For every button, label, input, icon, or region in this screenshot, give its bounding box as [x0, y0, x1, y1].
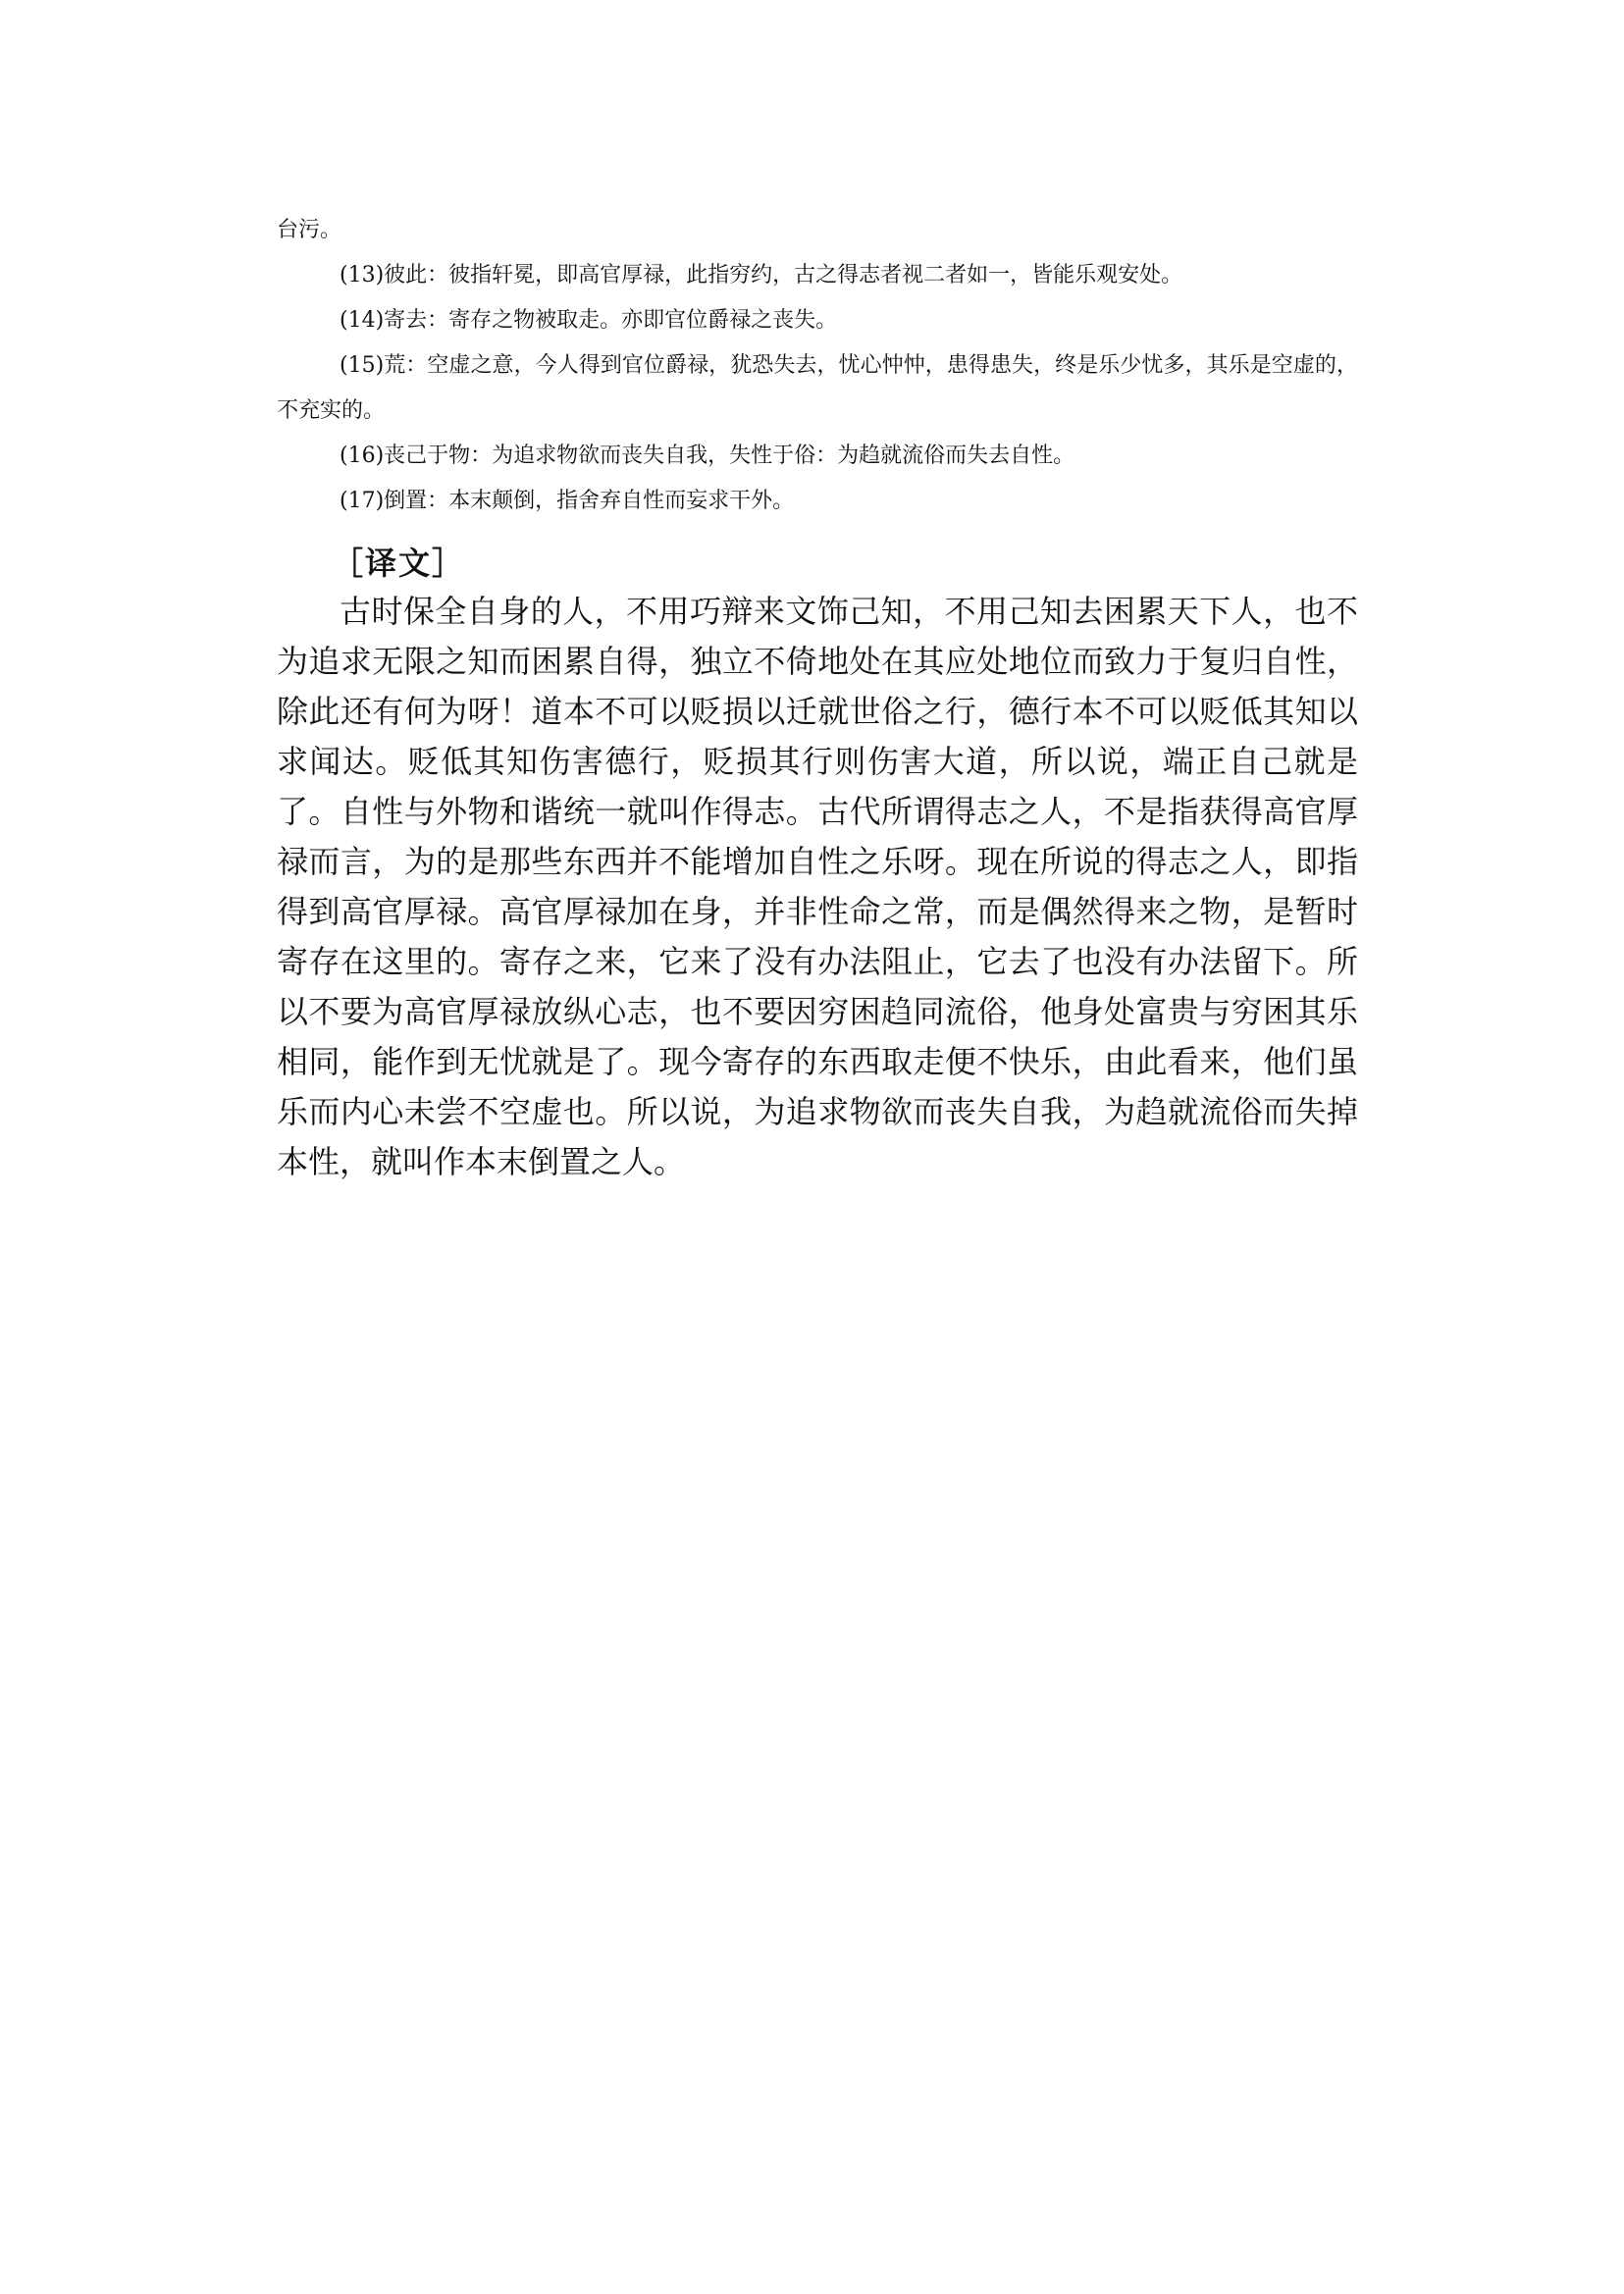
translation-heading: ［译文］ [332, 545, 466, 582]
footnote-17: (17)倒置：本末颠倒，指舍弃自性而妄求干外。 [340, 489, 795, 513]
footnote-14: (14)寄去：寄存之物被取走。亦即官位爵禄之丧失。 [340, 308, 838, 333]
translation-body: 古时保全自身的人，不用巧辩来文饰己知，不用己知去困累天下人，也不为追求无限之知而困累自得，独立不倚地处在其应处地位而致力于复归自性，除此还有何为呀！道本不可以贬损以迁就世俗之行，德行本不可以贬低其知以求闻达。贬低其知伤害德行，贬损其行则伤害大道，所以说，端正自己就是了。自性与外物和谐统一就叫作得志。古代所谓得志之人，不是指获得高官厚禄而言，为的是那些东西并不能增加自性之乐呀。现在所说的得志之人，即指得到高官厚禄。高官厚禄加在身，并非性命之常，而是偶然得来之物，是暂时寄存在这里的。寄存之来，它来了没有办法阻止，它去了也没有办法留下。所以不要为高官厚禄放纵心志，也不要因穷困趋同流俗，他身处富贵与穷困其乐相同，能作到无忧就是了。现今寄存的东西取走便不快乐，由此看来，他们虽乐而内心未尝不空虚也。所以说，为追求物欲而丧失自我，为趋就流俗而失掉本性，就叫作本末倒置之人。 [277, 593, 1358, 1180]
footnote-15: (15)荒：空虚之意，今人得到官位爵禄，犹恐失去，忧心忡忡，患得患失，终是乐少忧多，其乐是空虚的，不充实的。 [277, 353, 1358, 423]
footnote-continuation: 台污。 [277, 218, 342, 242]
footnotes-block [277, 208, 1358, 524]
footnote-13: (13)彼此：彼指轩冕，即高官厚禄，此指穷约，古之得志者视二者如一，皆能乐观安处。 [340, 263, 1183, 287]
footnote-16: (16)丧己于物：为追求物欲而丧失自我，失性于俗：为趋就流俗而失去自性。 [340, 443, 1075, 468]
